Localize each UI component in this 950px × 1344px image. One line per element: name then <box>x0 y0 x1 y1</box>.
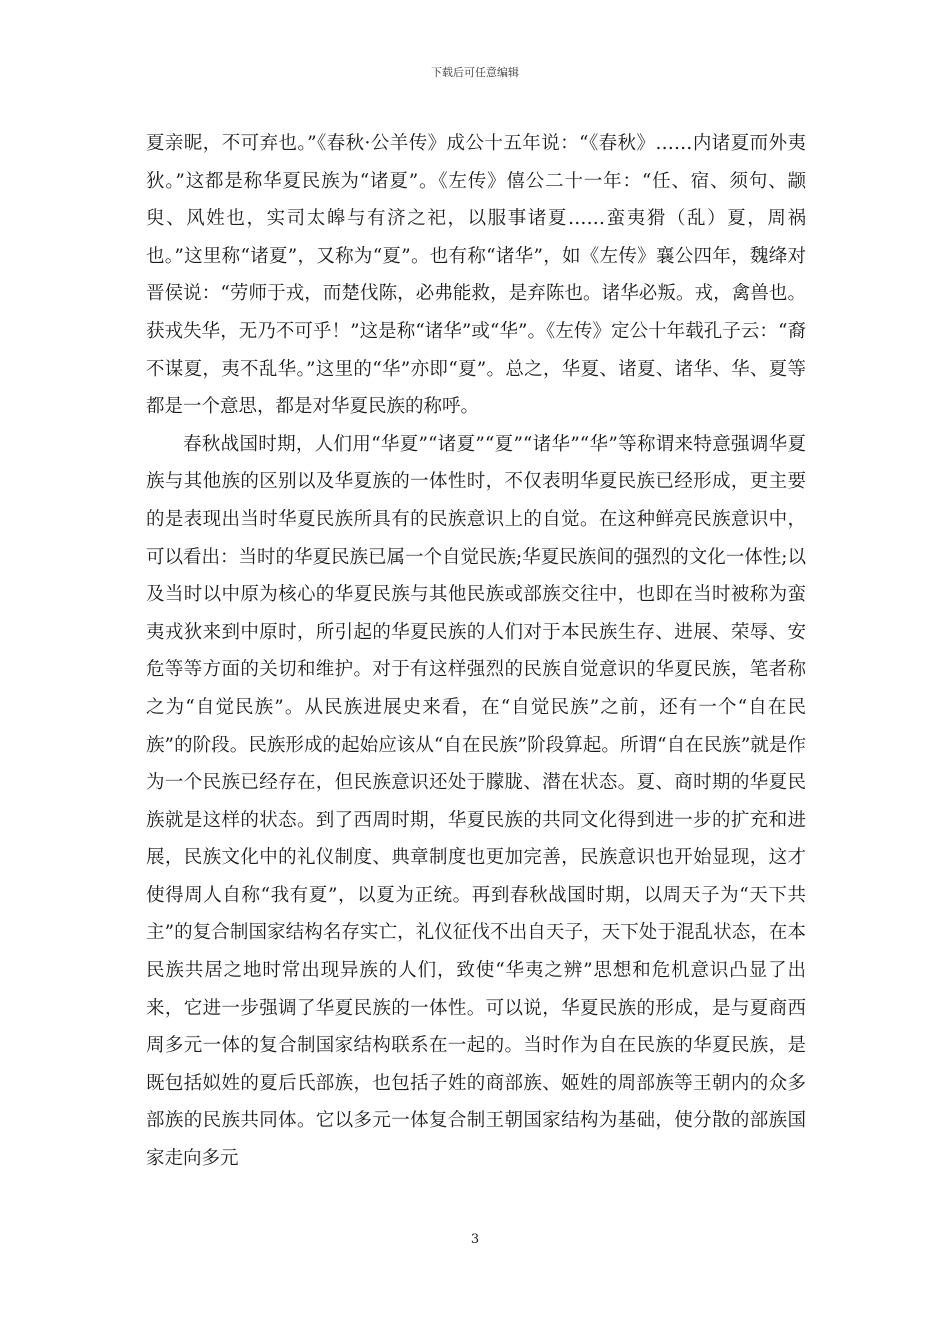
page-number-text: 3 <box>470 1232 480 1247</box>
document-body <box>146 125 806 1178</box>
header-text: 下载后可任意编辑 <box>431 66 519 79</box>
page-header <box>0 66 950 80</box>
paragraph-1: 夏亲昵，不可弃也。”《春秋·公羊传》成公十五年说：“《春秋》……内诸夏而外夷狄。”这都是称华夏民族为“诸夏”。《左传》僖公二十一年：“任、宿、须句、颛臾、风姓也，实司太皞与有济之祀，以服事诸夏……蛮夷猾（乱）夏，周祸也。”这里称“诸夏”，又称为“夏”。也有称“诸华”，如《左传》襄公四年，魏绛对晋侯说：“劳师于戎，而楚伐陈，必弗能救，是弃陈也。诸华必叛。戎，禽兽也。获戎失华，无乃不可乎！”这是称“诸华”或“华”。《左传》定公十年载孔子云：“裔不谋夏，夷不乱华。”这里的“华”亦即“夏”。总之，华夏、诸夏、诸华、华、夏等都是一个意思，都是对华夏民族的称呼。 <box>146 133 806 418</box>
paragraph-2: 春秋战国时期，人们用“华夏”“诸夏”“夏”“诸华”“华”等称谓来特意强调华夏族与其他族的区别以及华夏族的一体性时，不仅表明华夏民族已经形成，更主要的是表现出当时华夏民族所具有的民族意识上的自觉。在这种鲜亮民族意识中，可以看出：当时的华夏民族已属一个自觉民族;华夏民族间的强烈的文化一体性;以及当时以中原为核心的华夏民族与其他民族或部族交往中，也即在当时被称为蛮夷戎狄来到中原时，所引起的华夏民族的人们对于本民族生存、进展、荣辱、安危等等方面的关切和维护。对于有这样强烈的民族自觉意识的华夏民族，笔者称之为“自觉民族”。从民族进展史来看，在“自觉民族”之前，还有一个“自在民族”的阶段。民族形成的起始应该从“自在民族”阶段算起。所谓“自在民族”就是作为一个民族已经存在，但民族意识还处于朦胧、潜在状态。夏、商时期的华夏民族就是这样的状态。到了西周时期，华夏民族的共同文化得到进一步的扩充和进展，民族文化中的礼仪制度、典章制度也更加完善，民族意识也开始显现，这才使得周人自称“我有夏”，以夏为正统。再到春秋战国时期，以周天子为“天下共主”的复合制国家结构名存实亡，礼仪征伐不出自天子，天下处于混乱状态，在本民族共居之地时常出现异族的人们，致使“华夷之辨”思想和危机意识凸显了出来，它进一步强调了华夏民族的一体性。可以说，华夏民族的形成，是与夏商西周多元一体的复合制国家结构联系在一起的。当时作为自在民族的华夏民族，是既包括姒姓的夏后氏部族，也包括子姓的商部族、姬姓的周部族等王朝内的众多部族的民族共同体。它以多元一体复合制王朝国家结构为基础，使分散的部族国家走向多元 <box>146 433 806 1170</box>
page-number <box>0 1232 950 1248</box>
